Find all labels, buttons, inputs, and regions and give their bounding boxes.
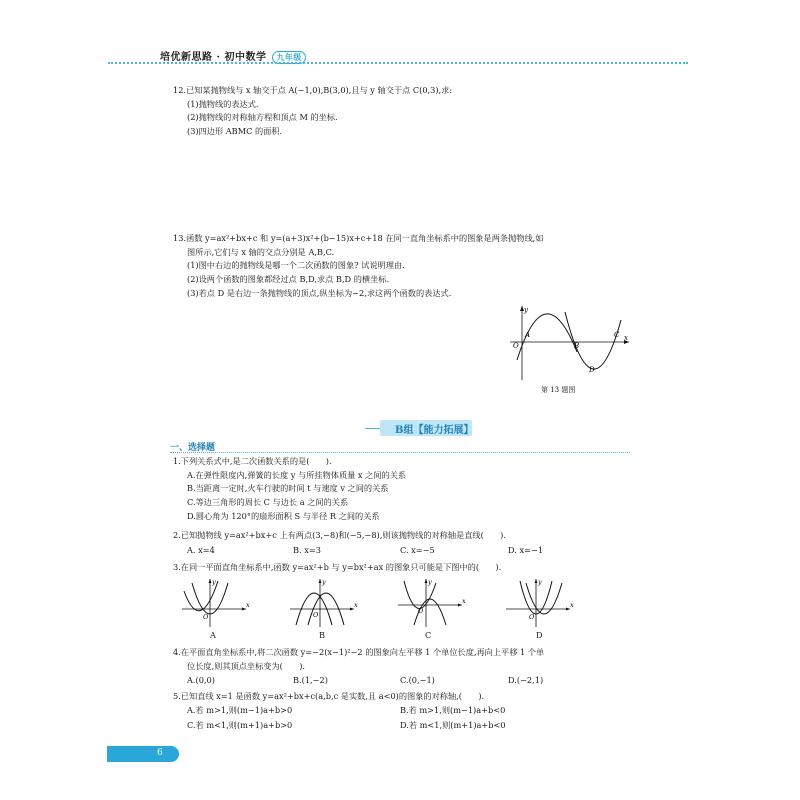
choice-heading: 一、选择题: [170, 443, 216, 453]
svg-text:y: y: [538, 578, 542, 586]
mc3-label-d: D: [536, 630, 543, 640]
mc3-graph-b: [288, 577, 360, 629]
mc2-option-c: C. x=−5: [400, 545, 435, 555]
mc-question-3: 3.在同一平面直角坐标系中,函数 y=ax²+b 与 y=bx²+ax 的图象只可能是下图中的( ).: [173, 562, 502, 572]
mc3-label-b: B: [319, 630, 326, 640]
mc5-option-c: C.若 m<1,则(m+1)a+b>0: [187, 720, 293, 730]
choice-heading-divider: [170, 452, 630, 453]
q13-label-x: x: [624, 334, 628, 342]
mc3-label-a: A: [210, 630, 216, 640]
mc5-option-a: A.若 m>1,则(m−1)a+b>0: [187, 705, 293, 715]
q13-part-2: (2)设两个函数的图象都经过点 B,D,求点 B,D 的横坐标.: [187, 274, 390, 285]
q12-part-3: (3)四边形 ABMC 的面积.: [187, 126, 283, 137]
q13-part-1: (1)图中右边的抛物线是哪一个二次函数的图象? 试说明理由.: [187, 260, 405, 271]
q13-label-y: y: [524, 306, 528, 314]
svg-text:x: x: [246, 601, 250, 609]
mc4-stem-2: 位长度,则其顶点坐标变为( ).: [187, 660, 306, 671]
mc4-option-d: D.(−2,1): [508, 675, 544, 685]
mc4-option-c: C.(0,−1): [400, 675, 435, 685]
svg-text:O: O: [418, 607, 424, 615]
q12-part-2: (2)抛物线的对称轴方程和顶点 M 的坐标.: [187, 112, 338, 123]
mc5-option-d: D.若 m<1,则(m+1)a+b<0: [400, 720, 506, 730]
grade-badge: 九年级: [272, 51, 306, 64]
svg-text:O: O: [203, 613, 209, 621]
question-13: [173, 232, 543, 301]
section-b-title: B组【能力拓展】: [395, 425, 474, 436]
q13-label-d: D: [589, 366, 595, 374]
mc1-option-a: A.在弹性限度内,弹簧的长度 y 与所挂物体质量 x 之间的关系: [187, 469, 407, 480]
q13-stem-1: 13.函数 y=ax²+bx+c 和 y=(a+3)x²+(b−15)x+c+18 在同一直角坐标系中的图象是两条抛物线,如: [173, 233, 544, 243]
svg-text:y: y: [322, 578, 326, 586]
page-number-tab: [107, 746, 179, 762]
header-divider: [108, 62, 688, 64]
header-title: 培优新思路 · 初中数学: [160, 52, 267, 63]
mc-question-4: [173, 646, 544, 673]
svg-text:O: O: [529, 613, 535, 621]
q13-figure-caption: 第 13 题图: [541, 386, 576, 394]
svg-text:y: y: [212, 578, 216, 586]
svg-text:O: O: [313, 611, 319, 619]
svg-text:x: x: [354, 601, 358, 609]
mc3-graph-c: [396, 577, 468, 629]
mc3-graph-d: [504, 577, 576, 629]
mc-question-1: [173, 455, 406, 524]
q13-figure: [505, 302, 635, 382]
page-number: 6: [157, 748, 163, 758]
mc1-option-d: D.圆心角为 120°的扇形面积 S 与半径 R 之间的关系: [187, 510, 380, 521]
mc1-option-b: B.当距离一定时,火车行驶的时间 t 与速度 v 之间的关系: [187, 483, 389, 494]
mc4-option-b: B.(1,−2): [293, 675, 328, 685]
q13-label-c: C: [614, 331, 620, 339]
mc2-option-a: A. x=4: [187, 545, 215, 555]
q13-stem-2: 图所示,它们与 x 轴的交点分别是 A,B,C.: [187, 246, 335, 257]
mc4-stem-1: 4.在平面直角坐标系中,将二次函数 y=−2(x−1)²−2 的图象向左平移 1 个单位长度,再向上平移 1 个单: [173, 647, 545, 657]
mc-question-5: 5.已知直线 x=1 是函数 y=ax²+bx+c(a,b,c 是实数,且 a<0)的图象的对称轴,( ).: [173, 691, 485, 701]
mc2-option-b: B. x=3: [293, 545, 321, 555]
svg-text:y: y: [428, 578, 432, 586]
svg-text:x: x: [570, 601, 574, 609]
q13-label-o: O: [513, 342, 519, 350]
mc1-option-c: C.等边三角形的周长 C 与边长 a 之间的关系: [187, 497, 349, 508]
mc4-option-a: A.(0,0): [187, 675, 215, 685]
mc2-option-d: D. x=−1: [508, 545, 544, 555]
mc1-stem: 1.下列关系式中,是二次函数关系的是( ).: [173, 456, 332, 466]
q13-label-b: B: [574, 342, 580, 350]
question-12: [173, 84, 452, 139]
mc-question-2: 2.已知抛物线 y=ax²+bx+c 上有两点(3,−8)和(−5,−8),则该抛物线的对称轴是直线( ).: [173, 530, 506, 540]
svg-text:x: x: [462, 597, 466, 605]
q12-part-1: (1)抛物线的表达式.: [187, 98, 259, 109]
mc5-option-b: B.若 m>1,则(m−1)a+b<0: [400, 705, 506, 715]
mc3-graph-a: [180, 577, 252, 629]
q13-part-3: (3)若点 D 是右边一条抛物线的顶点,纵坐标为−2,求这两个函数的表达式.: [187, 287, 452, 298]
q13-right-parabola: [565, 312, 621, 369]
q13-label-a: A: [525, 331, 531, 339]
q12-stem: 12.已知某抛物线与 x 轴交于点 A(−1,0),B(3,0),且与 y 轴交于点 C(0,3),求:: [173, 85, 453, 95]
mc3-label-c: C: [425, 630, 432, 640]
